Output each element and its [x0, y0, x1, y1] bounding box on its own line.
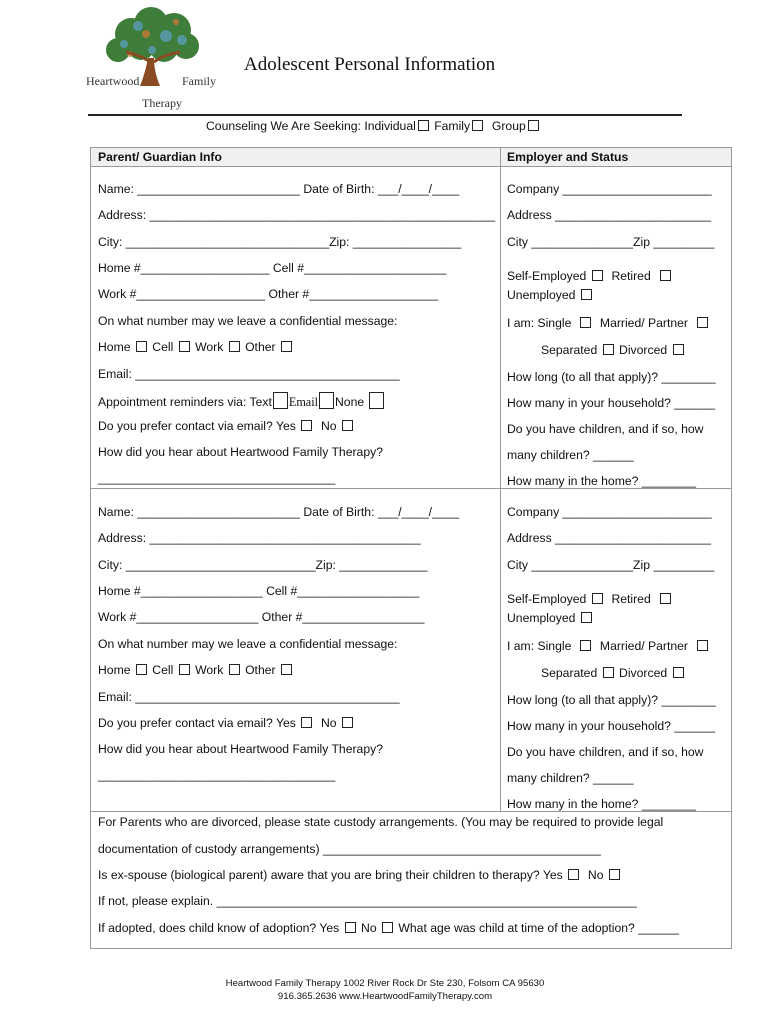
retired-label: Retired [611, 592, 651, 606]
divorced-checkbox[interactable] [673, 667, 684, 678]
e2-separated-row [541, 666, 686, 680]
cell-option-label: Cell [152, 340, 174, 354]
retired-checkbox[interactable] [660, 593, 671, 604]
p2-name-field[interactable]: Name: ________________________ Date of Birth: ___/____/____ [98, 505, 460, 519]
heartwood-logo [86, 6, 226, 114]
cell-checkbox[interactable] [179, 341, 190, 352]
e1-how-long-field[interactable]: How long (to all that apply)? ________ [507, 370, 716, 384]
svg-text:Therapy: Therapy [142, 96, 182, 110]
individual-checkbox[interactable] [418, 120, 429, 131]
individual-label: Individual [364, 119, 416, 133]
adoption-no-checkbox[interactable] [382, 922, 393, 933]
seeking-label: Counseling We Are Seeking: [206, 119, 361, 133]
footer-address: Heartwood Family Therapy 1002 River Rock Dr Ste 230, Folsom CA 95630 [225, 978, 545, 989]
tree-icon [86, 6, 226, 114]
p2-prefer-email-row [98, 716, 355, 730]
e2-children-label: Do you have children, and if so, how [507, 745, 704, 759]
e1-marital-row [507, 316, 710, 330]
none-reminder-checkbox[interactable] [369, 392, 384, 409]
table-header [91, 148, 731, 167]
single-checkbox[interactable] [580, 640, 591, 651]
e2-unemployed-row [507, 611, 594, 625]
ex-spouse-no-checkbox[interactable] [609, 869, 620, 880]
counseling-seeking-row [206, 119, 541, 133]
e1-company-field[interactable]: Company ______________________ [507, 182, 712, 196]
e2-how-long-field[interactable]: How long (to all that apply)? ________ [507, 693, 716, 707]
divorced-label: Divorced [619, 343, 668, 357]
prefer-no-label: No [321, 419, 337, 433]
p1-city-field[interactable]: City: ______________________________Zip: ________________ [98, 235, 462, 249]
title-divider [88, 114, 682, 116]
prefer-no-checkbox[interactable] [342, 420, 353, 431]
email-reminder-label: Email [288, 395, 318, 409]
e1-children-label: Do you have children, and if so, how [507, 422, 704, 436]
custody-divider [91, 811, 731, 812]
work-checkbox[interactable] [229, 341, 240, 352]
p1-confidential-label: On what number may we leave a confidential message: [98, 314, 398, 328]
work-option-label: Work [195, 340, 224, 354]
ex-spouse-no-label: No [587, 868, 604, 882]
adoption-yes-checkbox[interactable] [345, 922, 356, 933]
svg-text:Heartwood: Heartwood [86, 74, 140, 88]
e2-marital-row [507, 639, 710, 653]
p1-home-cell-field[interactable]: Home #___________________ Cell #_____________________ [98, 261, 447, 275]
prefer-yes-checkbox[interactable] [301, 420, 312, 431]
self-employed-label: Self-Employed [507, 269, 587, 283]
home-option-label: Home [98, 340, 131, 354]
text-reminder-checkbox[interactable] [273, 392, 288, 409]
employer-status-header: Employer and Status [507, 150, 629, 164]
cell-option-label: Cell [152, 663, 174, 677]
p2-city-field[interactable]: City: ____________________________Zip: _____________ [98, 558, 428, 572]
footer-contact: 916.365.2636 www.HeartwoodFamilyTherapy.com [277, 991, 493, 1002]
retired-label: Retired [611, 269, 651, 283]
p2-hear-field[interactable]: ___________________________________ [98, 768, 336, 782]
email-reminder-checkbox[interactable] [319, 392, 334, 409]
p1-address-field[interactable]: Address: ___________________________________________________ [98, 208, 496, 222]
p2-work-other-field[interactable]: Work #__________________ Other #__________________ [98, 610, 425, 624]
separated-checkbox[interactable] [603, 344, 614, 355]
e2-many-children-field[interactable]: many children? ______ [507, 771, 634, 785]
e1-employment-row [507, 269, 673, 283]
ex-spouse-yes-checkbox[interactable] [568, 869, 579, 880]
retired-checkbox[interactable] [660, 270, 671, 281]
e2-company-field[interactable]: Company ______________________ [507, 505, 712, 519]
e2-address-field[interactable]: Address _______________________ [507, 531, 711, 545]
p1-name-field[interactable]: Name: ________________________ Date of Birth: ___/____/____ [98, 182, 460, 196]
prefer-email-label: Do you prefer contact via email? Yes [98, 716, 296, 730]
other-checkbox[interactable] [281, 664, 292, 675]
custody-documentation-field[interactable]: documentation of custody arrangements) _________________________________________ [98, 842, 601, 856]
ex-spouse-row [98, 868, 622, 882]
p2-message-options [98, 663, 294, 677]
married-checkbox[interactable] [697, 640, 708, 651]
self-employed-checkbox[interactable] [592, 270, 603, 281]
prefer-email-label: Do you prefer contact via email? Yes [98, 419, 296, 433]
married-label: Married/ Partner [599, 316, 688, 330]
home-checkbox[interactable] [136, 664, 147, 675]
ex-spouse-label: Is ex-spouse (biological parent) aware that you are bring their children to therapy? Yes [98, 868, 563, 882]
adoption-label: If adopted, does child know of adoption? Yes [98, 921, 340, 935]
none-reminder-label: None [334, 395, 365, 409]
group-label: Group [491, 119, 526, 133]
p1-reminders-row [98, 392, 385, 410]
other-option-label: Other [245, 663, 276, 677]
column-divider [500, 148, 501, 811]
separated-label: Separated [541, 343, 598, 357]
p1-email-field[interactable]: Email: _______________________________________ [98, 367, 400, 381]
e1-household-field[interactable]: How many in your household? ______ [507, 396, 716, 410]
custody-line-1: For Parents who are divorced, please state custody arrangements. (You may be required to provide legal [98, 815, 664, 829]
other-checkbox[interactable] [281, 341, 292, 352]
adoption-age-field[interactable]: What age was child at time of the adoption? ______ [398, 921, 679, 935]
prefer-yes-checkbox[interactable] [301, 717, 312, 728]
p2-confidential-label: On what number may we leave a confidential message: [98, 637, 398, 651]
p2-email-field[interactable]: Email: _______________________________________ [98, 690, 400, 704]
single-label: I am: Single [507, 316, 572, 330]
adoption-no-label: No [361, 921, 377, 935]
work-option-label: Work [195, 663, 224, 677]
parent-guardian-header: Parent/ Guardian Info [98, 150, 222, 164]
home-option-label: Home [98, 663, 131, 677]
e2-city-field[interactable]: City _______________Zip _________ [507, 558, 715, 572]
e1-address-field[interactable]: Address _______________________ [507, 208, 711, 222]
e1-unemployed-row [507, 288, 594, 302]
e1-separated-row [541, 343, 686, 357]
home-checkbox[interactable] [136, 341, 147, 352]
prefer-no-checkbox[interactable] [342, 717, 353, 728]
page-title: Adolescent Personal Information [244, 54, 496, 75]
other-option-label: Other [245, 340, 276, 354]
family-label: Family [434, 119, 471, 133]
p1-message-options [98, 340, 294, 354]
svg-text:Family: Family [182, 74, 217, 88]
unemployed-label: Unemployed [507, 288, 576, 302]
separated-checkbox[interactable] [603, 667, 614, 678]
married-label: Married/ Partner [599, 639, 688, 653]
unemployed-checkbox[interactable] [581, 289, 592, 300]
p1-hear-label: How did you hear about Heartwood Family Therapy? [98, 445, 383, 459]
e1-in-home-field[interactable]: How many in the home? ________ [507, 474, 697, 488]
section-divider [91, 488, 731, 489]
adoption-row [98, 921, 679, 935]
cell-checkbox[interactable] [179, 664, 190, 675]
single-checkbox[interactable] [580, 317, 591, 328]
p1-prefer-email-row [98, 419, 355, 433]
married-checkbox[interactable] [697, 317, 708, 328]
divorced-checkbox[interactable] [673, 344, 684, 355]
group-checkbox[interactable] [528, 120, 539, 131]
reminders-label: Appointment reminders via: Text [98, 395, 272, 409]
p2-home-cell-field[interactable]: Home #__________________ Cell #__________________ [98, 584, 420, 598]
separated-label: Separated [541, 666, 598, 680]
p2-hear-label: How did you hear about Heartwood Family Therapy? [98, 742, 383, 756]
e2-in-home-field[interactable]: How many in the home? ________ [507, 797, 697, 811]
p1-hear-field[interactable]: ___________________________________ [98, 471, 336, 485]
p1-work-other-field[interactable]: Work #___________________ Other #___________________ [98, 287, 438, 301]
work-checkbox[interactable] [229, 664, 240, 675]
family-checkbox[interactable] [472, 120, 483, 131]
unemployed-label: Unemployed [507, 611, 576, 625]
self-employed-label: Self-Employed [507, 592, 587, 606]
p2-address-field[interactable]: Address: ________________________________________ [98, 531, 421, 545]
explain-field[interactable]: If not, please explain. ______________________________________________________________ [98, 894, 637, 908]
e1-many-children-field[interactable]: many children? ______ [507, 448, 634, 462]
unemployed-checkbox[interactable] [581, 612, 592, 623]
form-table [90, 147, 732, 949]
e1-city-field[interactable]: City _______________Zip _________ [507, 235, 715, 249]
prefer-no-label: No [321, 716, 337, 730]
e2-employment-row [507, 592, 673, 606]
self-employed-checkbox[interactable] [592, 593, 603, 604]
divorced-label: Divorced [619, 666, 668, 680]
e2-household-field[interactable]: How many in your household? ______ [507, 719, 716, 733]
single-label: I am: Single [507, 639, 572, 653]
